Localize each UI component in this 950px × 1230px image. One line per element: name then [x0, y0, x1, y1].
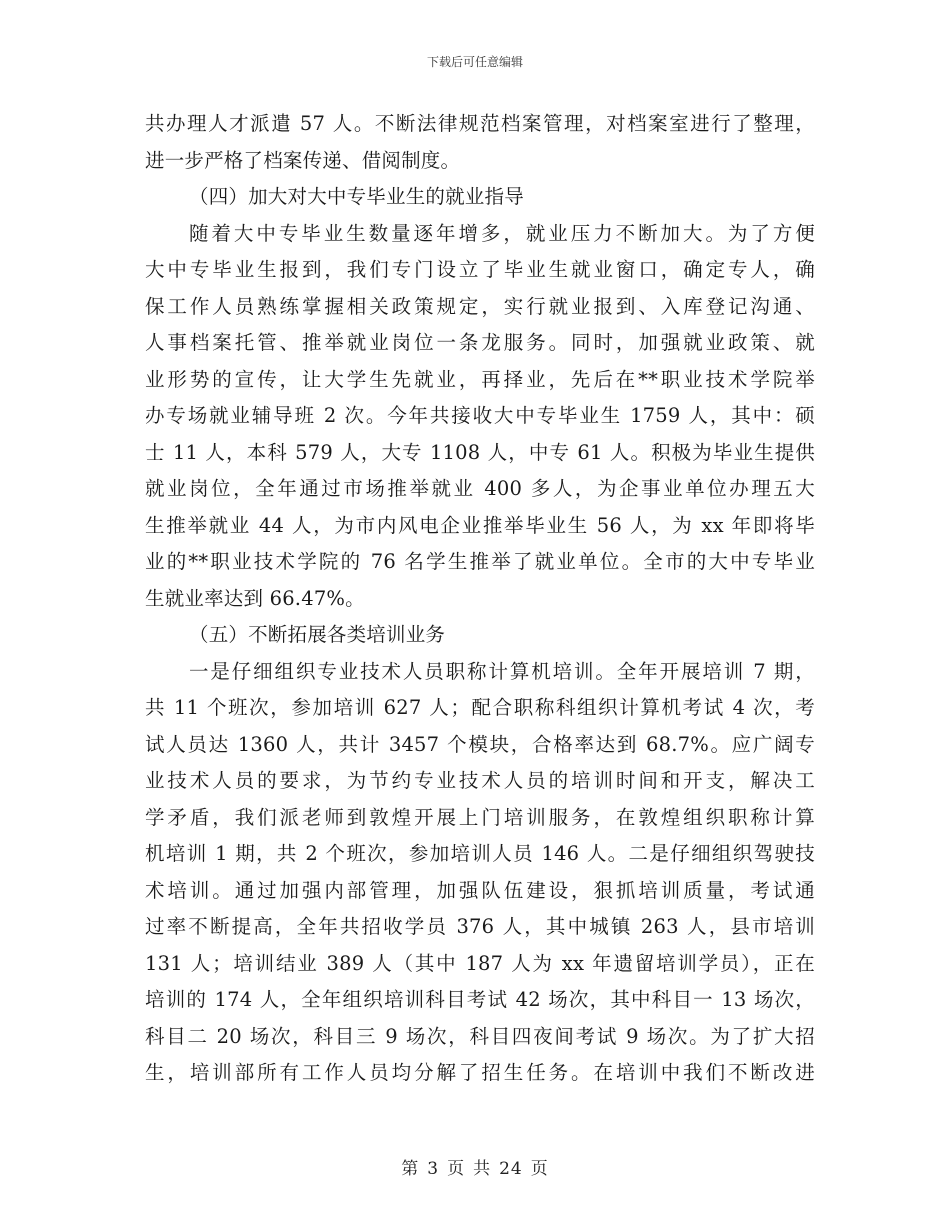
paragraph-line: 一是仔细组织专业技术人员职称计算机培训。全年开展培训 7 期， [189, 659, 815, 683]
page-label-prefix: 第 [401, 1159, 420, 1179]
paragraph-line: 生推举就业 44 人，为市内风电企业推举毕业生 56 人，为 xx 年即将毕 [145, 513, 815, 537]
paragraph-line: 生，培训部所有工作人员均分解了招生任务。在培训中我们不断改进 [145, 1061, 815, 1084]
paragraph-line: 进一步严格了档案传递、借阅制度。 [145, 148, 461, 172]
paragraph-line: 学矛盾，我们派老师到敦煌开展上门培训服务，在敦煌组织职称计算 [145, 805, 815, 829]
paragraph-line: 131 人；培训结业 389 人（其中 187 人为 xx 年遗留培训学员），正在 [145, 951, 815, 975]
header-note: 下载后可任意编辑 [426, 55, 523, 69]
paragraph-line: 试人员达 1360 人，共计 3457 个模块，合格率达到 68.7%。应广阔专 [145, 732, 815, 756]
paragraph-line: 随着大中专毕业生数量逐年增多，就业压力不断加大。为了方便 [189, 221, 815, 245]
page-label-mid: 页 [447, 1159, 466, 1179]
page-footer [0, 1154, 950, 1179]
total-label: 共 [473, 1159, 492, 1179]
paragraph-line: 过率不断提高，全年共招收学员 376 人，其中城镇 263 人，县市培训 [145, 915, 815, 938]
paragraph-line: 业技术人员的要求，为节约专业技术人员的培训时间和开支，解决工 [145, 769, 815, 792]
paragraph-line: 大中专毕业生报到，我们专门设立了毕业生就业窗口，确定专人，确 [145, 258, 815, 281]
paragraph-line: 业的**职业技术学院的 76 名学生推举了就业单位。全市的大中专毕业 [145, 550, 815, 573]
paragraph-line: 生就业率达到 66.47%。 [145, 586, 365, 610]
paragraph-line: 业形势的宣传，让大学生先就业，再择业，先后在**职业技术学院举 [145, 367, 815, 391]
paragraph-line: 士 11 人，本科 579 人，大专 1108 人，中专 61 人。积极为毕业生提供 [145, 440, 815, 464]
paragraph-line: 培训的 174 人，全年组织培训科目考试 42 场次，其中科目一 13 场次， [145, 988, 815, 1011]
paragraph-line: 共 11 个班次，参加培训 627 人；配合职称科组织计算机考试 4 次，考 [145, 696, 815, 719]
paragraph-line: 就业岗位，全年通过市场推举就业 400 多人，为企事业单位办理五大 [145, 477, 815, 500]
total-pages: 24 [499, 1159, 523, 1179]
paragraph-line: 共办理人才派遣 57 人。不断法律规范档案管理，对档案室进行了整理， [145, 112, 815, 135]
section-heading: （五）不断拓展各类培训业务 [189, 623, 446, 646]
paragraph-line: 人事档案托管、推举就业岗位一条龙服务。同时，加强就业政策、就 [145, 331, 815, 354]
paragraph-line: 术培训。通过加强内部管理，加强队伍建设，狠抓培训质量，考试通 [145, 878, 815, 902]
page-number: 3 [427, 1159, 440, 1179]
paragraph-line: 科目二 20 场次，科目三 9 场次，科目四夜间考试 9 场次。为了扩大招 [145, 1024, 815, 1048]
page-label-suffix: 页 [530, 1159, 549, 1179]
paragraph-line: 办专场就业辅导班 2 次。今年共接收大中专毕业生 1759 人，其中：硕 [145, 404, 815, 427]
paragraph-line: 机培训 1 期，共 2 个班次，参加培训人员 146 人。二是仔细组织驾驶技 [145, 842, 815, 865]
paragraph-line: 保工作人员熟练掌握相关政策规定，实行就业报到、入库登记沟通、 [145, 294, 815, 318]
document-body [145, 106, 815, 1092]
section-heading: （四）加大对大中专毕业生的就业指导 [189, 185, 524, 208]
